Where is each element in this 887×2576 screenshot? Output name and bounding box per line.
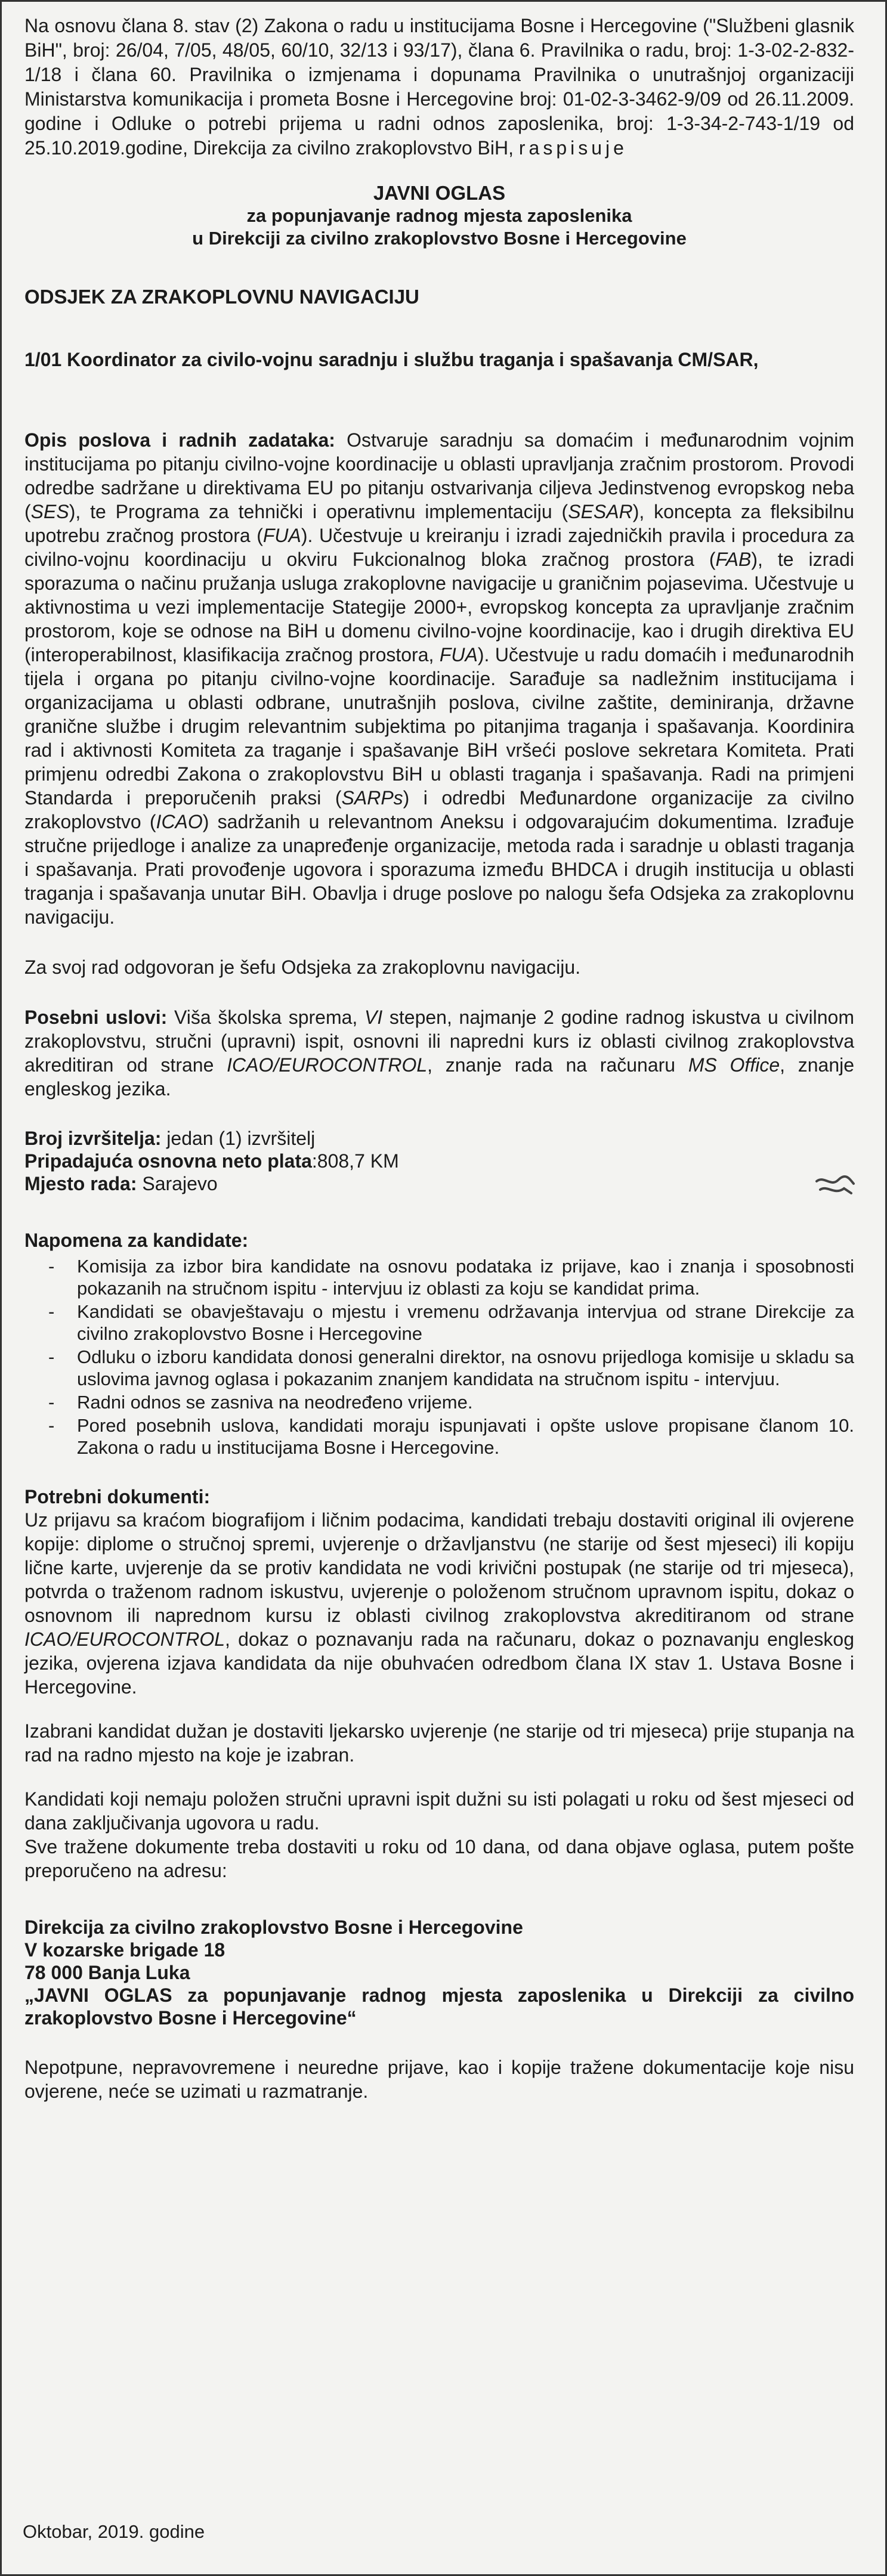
position-title: 1/01 Koordinator za civilo-vojnu saradnju i službu traganja i spašavanja CM/SAR,: [24, 349, 759, 370]
duties-text-7: ) i odredbi Međunardone organizacije za civilno zrakoplovstvo (: [24, 787, 855, 832]
mailing-address: [24, 1916, 854, 2029]
abbr-icao: ICAO: [156, 811, 203, 832]
duties-paragraph: [24, 428, 854, 929]
list-item: - Odluku o izboru kandidata donosi generalni direktor, na osnovu prijedloga komisije u skladu sa uslovima javnog oglasa i pokazanim znanjem kandidata na stručnom ispitu - intervjuu.: [77, 1346, 854, 1390]
announcement-title: [24, 182, 854, 250]
conditions-text-3: , znanje rada na računaru: [427, 1054, 688, 1076]
duties-text-5: ), te izradi sporazuma o načinu pružanja usluga zrakoplovne navigacije u graničnim pojasevima. Učestvuje u aktivnostima u vezi implementacije Stategije 2000+, evropskog koncepta za upravljanje zračnim prostorom, koje se odnose na BiH u domenu civilno-vojne koordinacije, kao i drugih direktiva EU (interoperabilnost, klasifikacija zračnog prostora,: [24, 549, 855, 665]
list-item: - Kandidati se obavještavaju o mjestu i vremenu održavanja intervjua od strane Direkcije za civilno zrakoplovstvo Bosne i Hercegovine: [77, 1301, 854, 1345]
closing-paragraph: Nepotpune, nepravovremene i neuredne prijave, kao i kopije tražene dokumentacije koje nisu ovjerene, neće se uzimati u razmatranje.: [24, 2057, 854, 2102]
address-line-1: Direkcija za civilno zrakoplovstvo Bosne i Hercegovine: [24, 1916, 523, 1938]
documents-paragraph: [24, 1508, 854, 1699]
executors-line: [24, 1127, 854, 1150]
medical-paragraph: Izabrani kandidat dužan je dostaviti ljekarsko uvjerenje (ne starije od tri mjeseca) prije stupanja na rad na radno mjesto na koje je izabran.: [24, 1720, 854, 1766]
abbr-fua-2: FUA: [439, 644, 478, 665]
duties-text-6: ). Učestvuje u radu domaćih i međunarodnih tijela i organa po pitanju civilno-vojne koordinacije. Sarađuje sa nadležnim institucijama i organizacijama u oblasti odbrane, unutrašnjih poslova, civilne zaštite, deminiranja, državne granične službe i drugim relevantnim subjektima po pitanjima traganja i spašavanja. Koordinira rad i aktivnosti Komiteta za traganje i spašavanje BiH vršeći poslove sekretara Komiteta. Prati primjenu odredbi Zakona o zrakoplovstvu BiH u oblasti traganja i spašavanja. Radi na primjeni Standarda i preporučenih praksi (: [24, 644, 855, 809]
documents-text-1: Uz prijavu sa kraćom biografijom i ličnim podacima, kandidati trebaju dostaviti original ili ovjerene kopije: diplome o stručnoj spremi, uvjerenje o državljanstvu (ne starije od šest mjeseci) ili kopiju lične karte, uvjerenje da se protiv kandidata ne vodi krivični postupak (ne starije od tri mjeseca), potvrda o traženom radnom iskustvu, uvjerenje o položenom stručnom upravnom ispitu, dokaz o osnovnom ili naprednom kursu iz oblasti civilnog zrakoplovstva akreditiranom od strane: [24, 1509, 854, 1626]
address-line-4: „JAVNI OGLAS za popunjavanje radnog mjesta zaposlenika u Direkciji za civilno zrakoplovstvo Bosne i Hercegovine“: [24, 1984, 854, 2029]
conditions-text-2: stepen, najmanje 2 godine radnog iskustva u civilnom zrakoplovstvu, stručni (upravni) ispit, osnovni ili napredni kurs iz oblasti civilnog zrakoplovstva akreditiran od strane: [24, 1007, 855, 1076]
notes-list: [24, 1255, 854, 1459]
section-heading: ODSJEK ZA ZRAKOPLOVNU NAVIGACIJU: [24, 286, 419, 308]
intro-text: Na osnovu člana 8. stav (2) Zakona o radu u institucijama Bosne i Hercegovine ("Službeni glasnik BiH", broj: 26/04, 7/05, 48/05, 60/10, 32/13 i 93/17), člana 6. Pravilnika o radu, broj: 1-3-02-2-832-1/18 i člana 60. Pravilnika o izmjenama i dopunama Pravilnika o unutrašnjoj organizaciji Ministarstva komunikacija i prometa Bosne i Hercegovine broj: 01-02-3-3462-9/09 od 26.11.2009. godine i Odluke o potrebi prijema u radni odnos zaposlenika, broj: 1-3-34-2-743-1/19 od 25.10.2019.godine, Direkcija za civilno zrakoplovstvo BiH,: [24, 15, 854, 159]
executors-label: Broj izvršitelja:: [24, 1128, 162, 1149]
conditions-paragraph: [24, 1005, 854, 1101]
duties-text-4: ). Učestvuje u kreiranju i izradi zajedničkih pravila i procedura za civilno-vojnu koordinaciju u okviru Fukcionalnog bloka zračnog prostora (: [24, 525, 855, 570]
duties-text-8: ) sadržanih u relevantnom Aneksu i odgovarajućim dokumentima. Izrađuje stručne prijedloge i analize za unapređenje organizacije, metoda rada i saradnje u oblasti traganja i spašavanja. Prati provođenje ugovora i sporazuma između BHDCA i drugih institucija u oblasti traganja i spašavanja unutar BiH. Obavlja i druge poslove po nalogu šefa Odsjeka za zrakoplovnu navigaciju.: [24, 811, 855, 928]
address-line-2: V kozarske brigade 18: [24, 1939, 225, 1961]
abbr-sarps: SARPs: [341, 787, 403, 809]
duties-text-2: ), te Programa za tehnički i operativnu implementaciju (: [69, 501, 568, 522]
place-value: Sarajevo: [137, 1173, 218, 1194]
title-line-3: u Direkciji za civilno zrakoplovstvo Bosne i Hercegovine: [192, 228, 687, 249]
org-icao-eurocontrol: ICAO/EUROCONTROL: [227, 1054, 428, 1076]
place-label: Mjesto rada:: [24, 1173, 137, 1194]
abbr-fab: FAB: [715, 549, 752, 570]
title-line-2: za popunjavanje radnog mjesta zaposlenika: [246, 205, 632, 226]
title-line-1: JAVNI OGLAS: [373, 182, 506, 204]
software-ms-office: MS Office: [688, 1054, 780, 1076]
duties-text-1: Ostvaruje saradnju sa domaćim i međunarodnim vojnim institucijama po pitanju civilno-vojne koordinacije u oblasti upravljanja zračnim prostorom. Provodi odredbe sadržane u direktivama EU po pitanju ostvarivanja ciljeva Jedinstvenog evropskog neba (: [24, 429, 855, 522]
documents-text-2: , dokaz o poznavanju rada na računaru, dokaz o poznavanju engleskog jezika, ovjerena izjava kandidata da nije obuhvaćen odredbom člana IX stav 1. Ustava Bosne i Hercegovine.: [24, 1628, 854, 1698]
list-item: - Pored posebnih uslova, kandidati moraju ispunjavati i opšte uslove propisane članom 10. Zakona o radu u institucijama Bosne i Hercegovine.: [77, 1414, 854, 1459]
duties-text-3: ), koncepta za fleksibilnu upotrebu zračnog prostora (: [24, 501, 855, 546]
documents-heading: Potrebni dokumenti:: [24, 1486, 211, 1507]
salary-line: [24, 1150, 854, 1172]
abbr-fua: FUA: [262, 525, 301, 546]
raspisuje-word: raspisuje: [518, 137, 628, 159]
conditions-label: Posebni uslovi:: [24, 1007, 168, 1028]
abbr-ses: SES: [30, 501, 69, 522]
notes-heading: Napomena za kandidate:: [24, 1230, 249, 1251]
position-info: [24, 1127, 854, 1195]
place-line: [24, 1172, 854, 1195]
abbr-sesar: SESAR: [568, 501, 633, 522]
delivery-paragraph: Sve tražene dokumente treba dostaviti u roku od 10 dana, od dana objave oglasa, putem pošte preporučeno na adresu:: [24, 1836, 854, 1881]
executors-value: jedan (1) izvršitelj: [161, 1128, 316, 1149]
exam-paragraph: Kandidati koji nemaju položen stručni upravni ispit dužni su isti polagati u roku od šest mjeseci od dana zaključivanja ugovora u radu.: [24, 1788, 854, 1834]
list-item: - Komisija za izbor bira kandidate na osnovu podataka iz prijave, kao i znanja i sposobnosti pokazanih na stručnom ispitu - intervjuu iz oblasti za koju se kandidat prima.: [77, 1255, 854, 1299]
salary-value: :808,7 KM: [311, 1150, 399, 1172]
degree-level: VI: [364, 1007, 383, 1028]
address-line-3: 78 000 Banja Luka: [24, 1962, 190, 1983]
scribble-mark-icon: [814, 1173, 856, 1200]
duties-label: Opis poslova i radnih zadataka:: [24, 429, 335, 451]
responsibility-paragraph: Za svoj rad odgovoran je šefu Odsjeka za zrakoplovnu navigaciju.: [24, 956, 581, 978]
conditions-text-4: , znanje engleskog jezika.: [24, 1054, 855, 1100]
conditions-text-1: Viša školska sprema,: [167, 1007, 364, 1028]
salary-label: Pripadajuća osnovna neto plata: [24, 1150, 312, 1172]
intro-paragraph: [24, 14, 854, 160]
org-icao-eurocontrol-2: ICAO/EUROCONTROL: [24, 1628, 225, 1650]
list-item: - Radni odnos se zasniva na neodređeno vrijeme.: [77, 1391, 854, 1413]
document-date: Oktobar, 2019. godine: [23, 2521, 205, 2542]
